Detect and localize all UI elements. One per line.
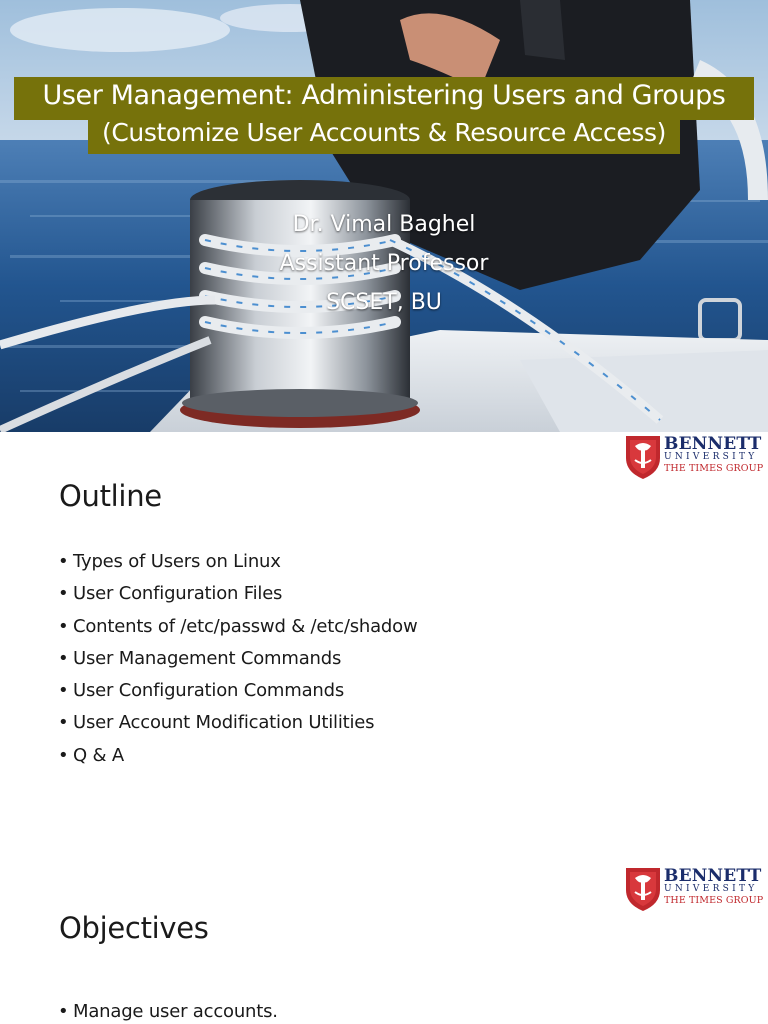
title-slide — [0, 0, 768, 432]
list-item — [58, 710, 418, 742]
list-item-text: Q & A — [73, 744, 124, 766]
bullet-icon: • — [58, 551, 69, 572]
list-item-text: Contents of /etc/passwd & /etc/shadow — [73, 615, 418, 637]
logo-name: BENNETT — [664, 866, 762, 886]
logo-group: THE TIMES GROUP — [664, 895, 764, 906]
bullet-icon: • — [58, 744, 69, 766]
author-role: Assistant Professor — [279, 251, 489, 276]
logo-name: BENNETT — [664, 434, 762, 454]
list-item-text: Types of Users on Linux — [73, 551, 281, 572]
university-crest-icon — [624, 864, 662, 912]
list-item-text: User Account Modification Utilities — [73, 712, 375, 734]
logo-subname: UNIVERSITY — [664, 884, 758, 894]
slide-title — [0, 80, 768, 111]
list-item — [58, 999, 278, 1024]
bullet-icon: • — [58, 680, 69, 702]
objectives-list — [58, 999, 278, 1024]
list-item-text: User Configuration Files — [73, 583, 283, 605]
logo-group: THE TIMES GROUP — [664, 463, 764, 474]
list-item-text: User Management Commands — [73, 647, 342, 669]
author-name: Dr. Vimal Baghel — [292, 212, 476, 237]
slide-subtitle: (Customize User Accounts & Resource Access) — [102, 118, 666, 147]
title-main: Administering Users and Groups — [301, 80, 726, 111]
bennett-university-logo — [624, 432, 766, 480]
outline-slide — [0, 432, 768, 864]
list-item — [58, 614, 418, 646]
logo-subname: UNIVERSITY — [664, 452, 758, 462]
list-item — [58, 581, 418, 613]
university-crest-icon — [624, 432, 662, 480]
outline-list — [58, 549, 418, 775]
objectives-heading: Objectives — [59, 911, 209, 945]
outline-heading: Outline — [59, 479, 162, 513]
objectives-slide — [0, 864, 768, 1024]
bullet-icon: • — [58, 1001, 69, 1022]
list-item — [58, 678, 418, 710]
list-item — [58, 549, 418, 581]
list-item — [58, 646, 418, 678]
list-item — [58, 743, 418, 775]
bennett-university-logo — [624, 864, 766, 912]
bullet-icon: • — [58, 615, 69, 637]
author-affiliation: SCSET, BU — [326, 290, 442, 315]
bullet-icon: • — [58, 712, 69, 734]
list-item-text: User Configuration Commands — [73, 680, 345, 702]
bullet-icon: • — [58, 647, 69, 669]
bullet-icon: • — [58, 583, 69, 605]
title-prefix: User Management: — [42, 80, 302, 111]
list-item-text: Manage user accounts. — [73, 1001, 278, 1022]
